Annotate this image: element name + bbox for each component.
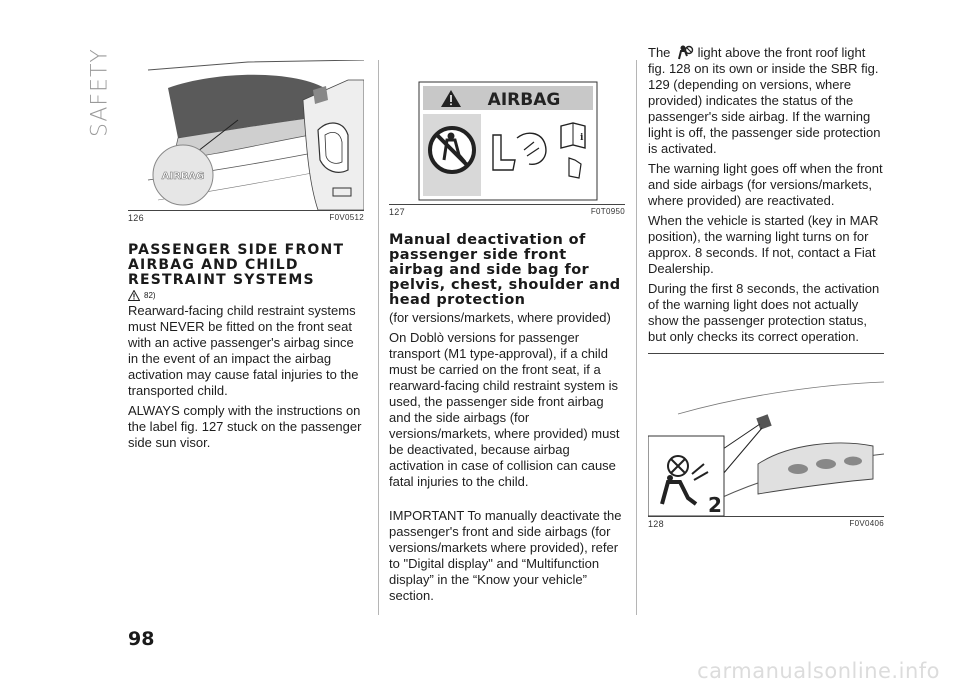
column-divider bbox=[378, 60, 379, 615]
paragraph: On Doblò versions for passenger transport (M1 type-approval), if a child must be carried on the front seat, if a rearward-facing child restraint system is used, the passenger side front airbag and the side airbags (for versions/markets, where provided) must be deactivated, because airbag activation in case of collision can cause fatal injuries to the child. bbox=[389, 330, 620, 489]
paragraph: ALWAYS comply with the instructions on the label fig. 127 stuck on the passenger side sun visor. bbox=[128, 403, 362, 450]
section-heading: Manual deactivation of passenger side front airbag and side bag for pelvis, chest, shoulder and head protection bbox=[389, 232, 621, 308]
paragraph: IMPORTANT To manually deactivate the passenger's front and side airbags (for versions/markets where provided), refer to "Digital display" and “Multifunction display” in the “Know your vehicle” section. bbox=[389, 508, 622, 603]
page-number: 98 bbox=[128, 628, 155, 650]
inset-number: 2 bbox=[708, 493, 722, 516]
watermark: carmanualsonline.info bbox=[697, 659, 940, 683]
section-heading: PASSENGER SIDE FRONT AIRBAG AND CHILD RESTRAINT SYSTEMS bbox=[128, 242, 345, 288]
airbag-badge-label: AIRBAG bbox=[161, 171, 205, 182]
label-airbag-text: AIRBAG bbox=[487, 90, 561, 110]
column-3 bbox=[648, 44, 884, 529]
figure-126 bbox=[128, 60, 364, 211]
figure-code: F0V0406 bbox=[849, 519, 884, 528]
airbag-warning-label-illustration bbox=[389, 60, 625, 204]
column-divider bbox=[636, 60, 637, 615]
text-fragment: The bbox=[648, 45, 671, 60]
roof-light-illustration bbox=[648, 354, 884, 516]
figure-number: 128 bbox=[648, 519, 664, 529]
svg-text:i: i bbox=[580, 133, 584, 143]
column-2 bbox=[389, 60, 625, 608]
warning-reference bbox=[128, 290, 364, 301]
text-fragment: light above the front roof light fig. 128 on its own or inside the SBR fig. 129 (depending on versions, where provided) indicates the status of the passenger's side airbag. If the warning light is off, the passenger side protection is activated. bbox=[648, 45, 881, 156]
figure-number: 126 bbox=[128, 213, 144, 223]
paragraph: During the first 8 seconds, the activation of the warning light does not actually show the passenger protection status, but only checks its correct operation. bbox=[648, 281, 880, 344]
figure-127 bbox=[389, 60, 625, 205]
passenger-airbag-off-icon bbox=[674, 44, 694, 60]
paragraph: The warning light goes off when the front and side airbags (for versions/markets, where provided) are reactivated. bbox=[648, 161, 883, 208]
dashboard-airbag-illustration bbox=[128, 60, 364, 210]
paragraph: When the vehicle is started (key in MAR position), the warning light turns on for approx. 8 seconds. If not, contact a Fiat Dealership. bbox=[648, 213, 879, 276]
warning-ref-number: 82) bbox=[144, 291, 156, 300]
section-title: SAFETY bbox=[87, 48, 113, 138]
figure-code: F0V0512 bbox=[329, 213, 364, 222]
paragraph: Rearward-facing child restraint systems must NEVER be fitted on the front seat with an active passenger's airbag since in the event of an impact the airbag activation may cause fatal injuries to the transported child. bbox=[128, 303, 359, 398]
figure-number: 127 bbox=[389, 207, 405, 217]
figure-code: F0T0950 bbox=[590, 207, 625, 216]
warning-triangle-icon bbox=[128, 290, 140, 301]
paragraph bbox=[648, 44, 884, 157]
paragraph: (for versions/markets, where provided) bbox=[389, 310, 611, 325]
column-1 bbox=[128, 60, 364, 455]
figure-128 bbox=[648, 353, 884, 517]
